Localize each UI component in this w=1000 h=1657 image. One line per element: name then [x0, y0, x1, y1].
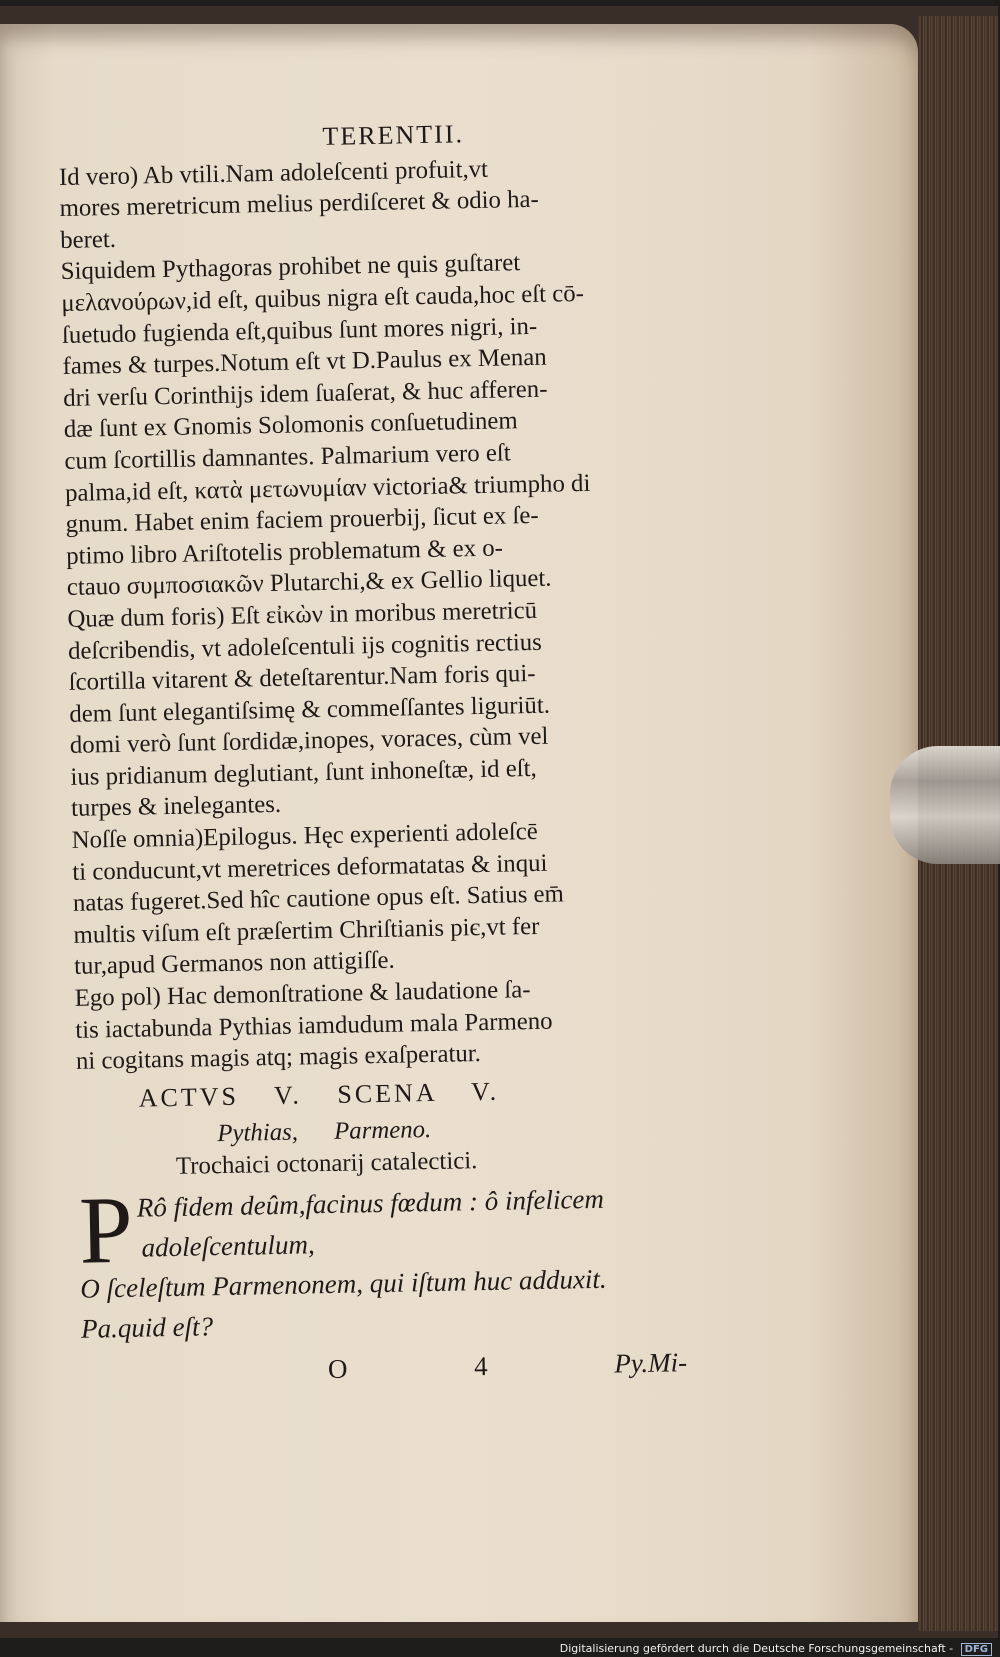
commentary-line: tis iactabunda Pythias iamdudum mala Parmeno — [75, 1007, 553, 1044]
commentary-line: ſcortilla vitarent & deteſtarentur.Nam foris qui- — [68, 660, 536, 696]
commentary-line: μελανούρων,id eſt, quibus nigra eſt cauda,hoc eſt cō- — [61, 279, 585, 317]
commentary-line: tur,apud Germanos non attigiſſe. — [73, 947, 395, 981]
commentary-line: deſcribendis, vt adoleſcentuli ijs cognitis rectius — [67, 628, 543, 665]
verse-line-text: Rô fidem deûm,facinus fœdum : ô infelicem — [136, 1183, 605, 1223]
running-head: TERENTII. — [322, 119, 465, 151]
verse-line-2: adoleſcentulum, — [141, 1228, 316, 1263]
commentary-line: mores meretricum melius perdiſceret & odio ha- — [59, 185, 540, 223]
commentary-line: Noſſe omnia)Epilogus. Hęc experienti adoleſcē — [71, 817, 539, 854]
commentary-line: ptimo libro Ariſtotelis problematum & ex o- — [65, 534, 504, 570]
commentary-line: gnum. Habet enim faciem prouerbij, ſicut ex ſe- — [65, 501, 539, 539]
commentary-line: dæ ſunt ex Gnomis Solomonis conſuetudinem — [63, 407, 518, 444]
commentary-line: fames & turpes.Notum eſt vt D.Paulus ex Menan — [62, 343, 547, 381]
commentary-line: ſuetudo fugienda eſt,quibus ſunt mores nigri, in- — [61, 312, 538, 349]
commentary-line: ti conducunt,vt meretrices deformatatas & inqui — [72, 849, 548, 886]
signature-mark: O 4 — [327, 1350, 488, 1384]
commentary-line: Id vero) Ab vtili.Nam adoleſcenti profuit,vt — [58, 155, 489, 191]
commentary-line: ni cogitans magis atq; magis exaſperatur. — [75, 1040, 482, 1076]
commentary-line: ctauo συμποσιακῶν Plutarchi,& ex Gellio liquet. — [66, 564, 552, 602]
commentary-line: multis viſum eſt præſertim Chriſtianis piє,vt fer — [73, 912, 540, 949]
footer-text: Digitalisierung gefördert durch die Deutsche Forschungsgemeinschaft - — [559, 1642, 954, 1655]
commentary-line: domi verò ſunt ſordidæ,inopes, voraces, cùm vel — [69, 722, 549, 760]
verse-line-4: Pa.quid eſt? — [80, 1310, 214, 1344]
verse-line-3: O ſceleſtum Parmenonem, qui iſtum huc adduxit. — [80, 1263, 607, 1304]
page-text — [58, 114, 712, 1390]
book-scan — [0, 6, 998, 1638]
commentary-line: palma,id eſt, κατὰ μετωνυμίαν victoria& triumpho di — [64, 469, 591, 507]
commentary-line: dem ſunt elegantiſsimę & commeſſantes liguriūt. — [69, 691, 551, 728]
page-clip — [890, 746, 1000, 864]
verse-block — [78, 1176, 711, 1348]
commentary-line: dri verſu Corinthijs idem ſuaſerat, & huc afferen- — [62, 375, 548, 412]
scene-heading: ACTVS V. SCENA V. — [138, 1076, 500, 1113]
commentary-line: ius pridianum deglutiant, ſunt inhoneſtæ, id eſt, — [70, 754, 537, 791]
scene-speakers: Pythias, Parmeno. — [217, 1116, 432, 1148]
commentary-line: beret. — [59, 225, 117, 254]
catchword: Py.Mi- — [614, 1346, 688, 1379]
scene-meter: Trochaici octonarij catalectici. — [175, 1147, 478, 1180]
commentary-line: Ego pol) Hac demonſtratione & laudatione ſa- — [74, 976, 531, 1012]
drop-cap: P — [78, 1175, 134, 1284]
commentary-block — [59, 149, 706, 1077]
dfg-logo: DFG — [961, 1643, 992, 1656]
commentary-line: Quæ dum foris) Eſt εἰκὼν in moribus meretricū — [67, 596, 538, 633]
commentary-line: natas fugeret.Sed hîc cautione opus eſt. Satius em̄ — [72, 880, 565, 918]
commentary-line: turpes & inelegantes. — [70, 791, 282, 823]
commentary-line: Siquidem Pythagoras prohibet ne quis guſtaret — [60, 249, 521, 286]
commentary-line: cum ſcortillis damnantes. Palmarium vero eſt — [64, 439, 511, 475]
footer-credit — [560, 1642, 992, 1656]
